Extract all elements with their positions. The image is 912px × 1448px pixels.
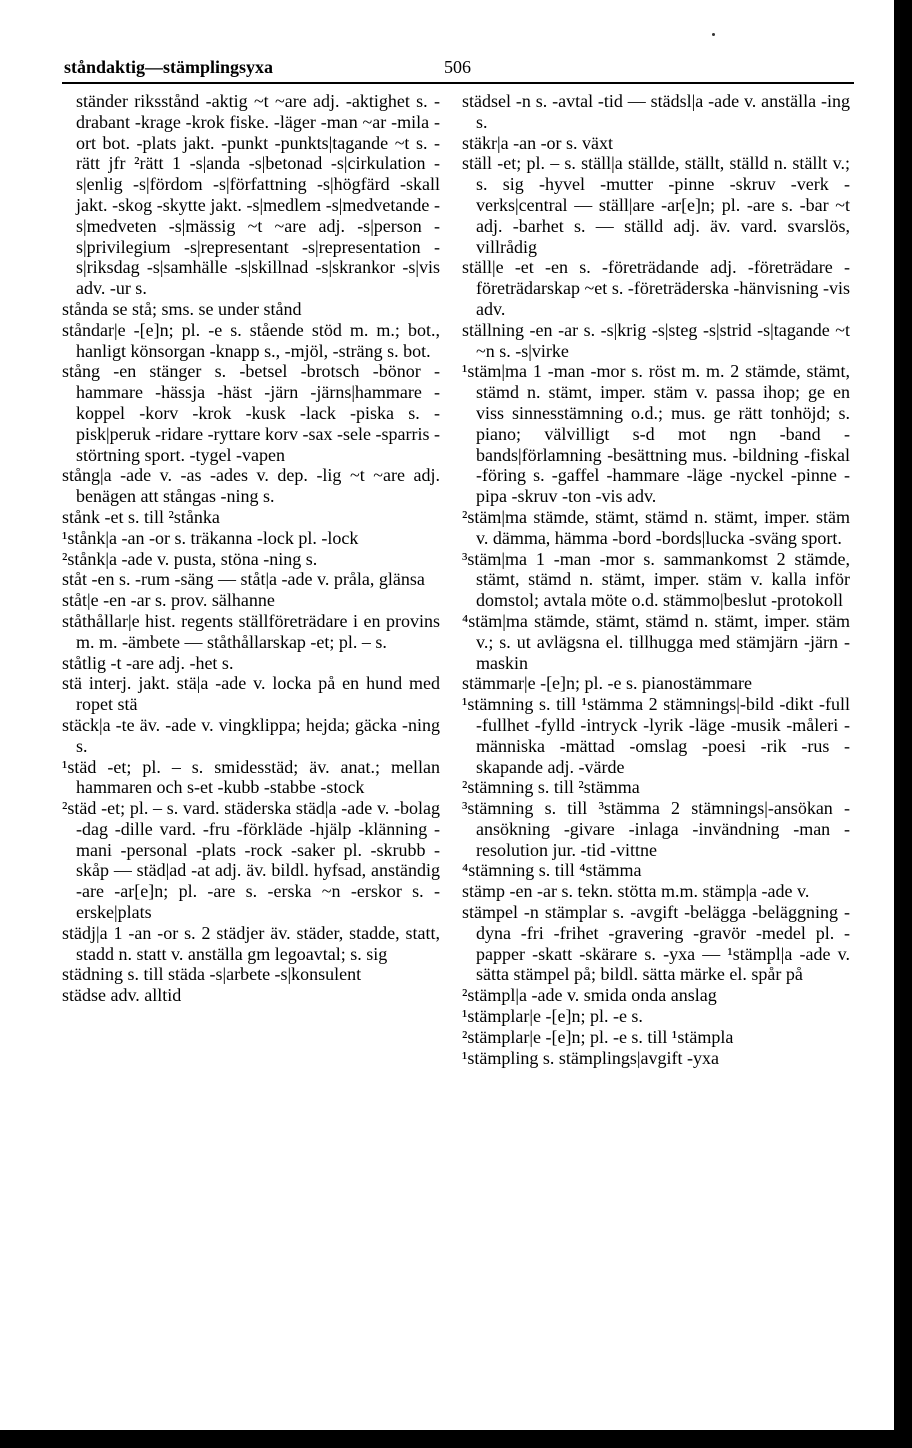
dictionary-entry: städse adv. alltid — [62, 985, 182, 1006]
dictionary-entry: stång -en stänger s. -betsel -brotsch -bönor -hammare -hässja -häst -järn -järns|hammare -koppel -korv -krok -kusk -lack -piska s. -pisk|peruk -ridare -ryttare korv -sax -sele -sparris -störtning sport. -tygel -vapen — [62, 361, 440, 465]
dictionary-entry: stånk -et s. till ²stånka — [62, 506, 220, 527]
dictionary-entry: ståndar|e -[e]n; pl. -e s. stående stöd m. m.; bot., hanligt könsorgan -knapp s., -mjöl, -sträng s. bot. — [62, 319, 440, 361]
dictionary-entry: stä interj. jakt. stä|a -ade v. locka på en hund med ropet stä — [62, 673, 440, 715]
dictionary-entry: ställning -en -ar s. -s|krig -s|steg -s|strid -s|tagande ~t ~n s. -s|virke — [462, 319, 850, 361]
dictionary-entry: ¹stämpling s. stämplings|avgift -yxa — [462, 1047, 719, 1068]
dictionary-entry: ståthållar|e hist. regents ställföreträdare i en provins m. m. -ämbete — ståthållarskap -et; pl. – s. — [62, 610, 440, 652]
dictionary-entry: stäck|a -te äv. -ade v. vingklippa; hejda; gäcka -ning s. — [62, 714, 440, 756]
dictionary-entry: ³stäm|ma 1 -man -mor s. sammankomst 2 stämde, stämt, stämd n. stämt, imper. stäm v. kalla inför domstol; avtala möte o.d. stämmo|beslut -protokoll — [462, 548, 850, 611]
dictionary-entry: ⁴stämning s. till ⁴stämma — [462, 860, 642, 881]
dictionary-entry: ¹stämplar|e -[e]n; pl. -e s. — [462, 1006, 643, 1027]
header-rule — [62, 82, 854, 84]
dictionary-entry: ståt -en s. -rum -säng — ståt|a -ade v. pråla, glänsa — [62, 569, 425, 590]
dictionary-entry: ²stämning s. till ²stämma — [462, 777, 640, 798]
dictionary-entry: ²stämplar|e -[e]n; pl. -e s. till ¹stämpla — [462, 1026, 734, 1047]
dictionary-entry: stånda se stå; sms. se under stånd — [62, 298, 302, 319]
dictionary-entry: stämpel -n stämplar s. -avgift -belägga -beläggning -dyna -fri -frihet -gravering -gravör -medel pl. -papper -skatt -skärare s. -yxa — ¹stämpl|a -ade v. sätta stämpel på; bildl. sätta märke el. spår på — [462, 902, 850, 985]
dictionary-entry: ställ|e -et -en s. -företrädande adj. -företrädare -företrädarskap ~et s. -företräderska -hänvisning -vis adv. — [462, 257, 850, 319]
dictionary-entry: stäkr|a -an -or s. växt — [462, 132, 614, 153]
dictionary-entry: ståtlig -t -are adj. -het s. — [62, 652, 234, 673]
dictionary-entry: stämp -en -ar s. tekn. stötta m.m. stämp|a -ade v. — [462, 881, 810, 902]
dictionary-entry: ²stämpl|a -ade v. smida onda anslag — [462, 985, 717, 1006]
dictionary-entry: ³stämning s. till ³stämma 2 stämnings|-ansökan -ansökning -givare -inlaga -invändning -man -resolution jur. -tid -vittne — [462, 798, 850, 860]
dictionary-entry: ¹stånk|a -an -or s. träkanna -lock pl. -lock — [62, 527, 359, 548]
page-speck — [712, 33, 715, 36]
dictionary-entry: ståt|e -en -ar s. prov. sälhanne — [62, 590, 275, 611]
dictionary-entry: ¹stämning s. till ¹stämma 2 stämnings|-bild -dikt -full -fullhet -fylld -intryck -lyrik -läge -musik -måleri -människa -mättad -omslag -poesi -rik -rus -skapande adj. -värde — [462, 694, 850, 777]
left-column — [62, 91, 440, 1006]
dictionary-entry: ¹stäm|ma 1 -man -mor s. röst m. m. 2 stämde, stämt, stämd n. stämt, imper. stäm v. passa ihop; ge en viss sinnesstämning o.d.; mus. ge rätt tonhöjd; s. piano; välvilligt s-d mot ngn -band -bands|förlamning -besättning mus. -bildning -fiskal -föring s. -gaffel -hammare -läge -nyckel -pinne -pipa -skruv -ton -vis adv. — [462, 361, 850, 507]
dictionary-entry: städning s. till städa -s|arbete -s|konsulent — [62, 964, 362, 985]
dictionary-entry: ⁴stäm|ma stämde, stämt, stämd n. stämt, imper. stäm v.; s. ut avlägsna el. tillhugga med stämjärn -järn -maskin — [462, 610, 850, 673]
scan-edge-bottom — [0, 1430, 912, 1448]
running-head: ståndaktig—stämplingsyxa — [64, 57, 274, 77]
page-number: 506 — [444, 57, 471, 77]
dictionary-entry: stämmar|e -[e]n; pl. -e s. pianostämmare — [462, 673, 752, 694]
scan-edge-right — [894, 0, 912, 1448]
dictionary-entry: ställ -et; pl. – s. ställ|a ställde, ställt, ställd n. ställt v.; s. sig -hyvel -mutter -pinne -skruv -verk -verks|central — ställ|are -ar[e]n; pl. -are s. -bar ~t adj. -barhet s. — ställd adj. äv. vard. svarslös, villrådig — [462, 153, 850, 257]
dictionary-entry: stång|a -ade v. -as -ades v. dep. -lig ~t ~are adj. benägen att stångas -ning s. — [62, 465, 440, 507]
dictionary-entry: ständer riksstånd -aktig ~t ~are adj. -aktighet s. -drabant -krage -krok fiske. -läger -man ~ar -mila -ort bot. -plats jakt. -punkt -punkts|tagande ~t s. -rätt jfr ²rätt 1 -s|anda -s|betonad -s|cirkulation -s|enlig -s|fördom -s|författning -s|högfärd -skall jakt. -skog -skytte jakt. -s|medlem -s|medvetande -s|medveten -s|mässig ~t ~are adj. -s|person -s|privilegium -s|representant -s|representation -s|riksdag -s|samhälle -s|skillnad -s|skrankor -s|vis adv. -ur s. — [76, 91, 440, 299]
dictionary-entry: städsel -n s. -avtal -tid — städsl|a -ade v. anställa -ing s. — [462, 91, 850, 132]
dictionary-entry: ²stäm|ma stämde, stämt, stämd n. stämt, imper. stäm v. dämma, hämma -bord -bords|lucka -sväng sport. — [462, 506, 850, 548]
dictionary-entry: ²stånk|a -ade v. pusta, stöna -ning s. — [62, 548, 318, 569]
dictionary-entry: ²städ -et; pl. – s. vard. städerska städ|a -ade v. -bolag -dag -dille vard. -fru -förkläde -hjälp -klänning -mani -personal -plats -rock -saker pl. -skrubb -skåp — städ|ad -at adj. äv. bildl. hyfsad, anständig -are -ar[e]n; pl. -are s. -erska ~n -erskor s. -erske|plats — [62, 798, 440, 923]
dictionary-entry: ¹städ -et; pl. – s. smidesstäd; äv. anat.; mellan hammaren och s-et -kubb -stabbe -stock — [62, 756, 440, 798]
dictionary-entry: städj|a 1 -an -or s. 2 städjer äv. städer, stadde, statt, stadd n. statt v. anställa gm legoavtal; s. sig — [62, 922, 440, 964]
right-column — [462, 91, 850, 1068]
